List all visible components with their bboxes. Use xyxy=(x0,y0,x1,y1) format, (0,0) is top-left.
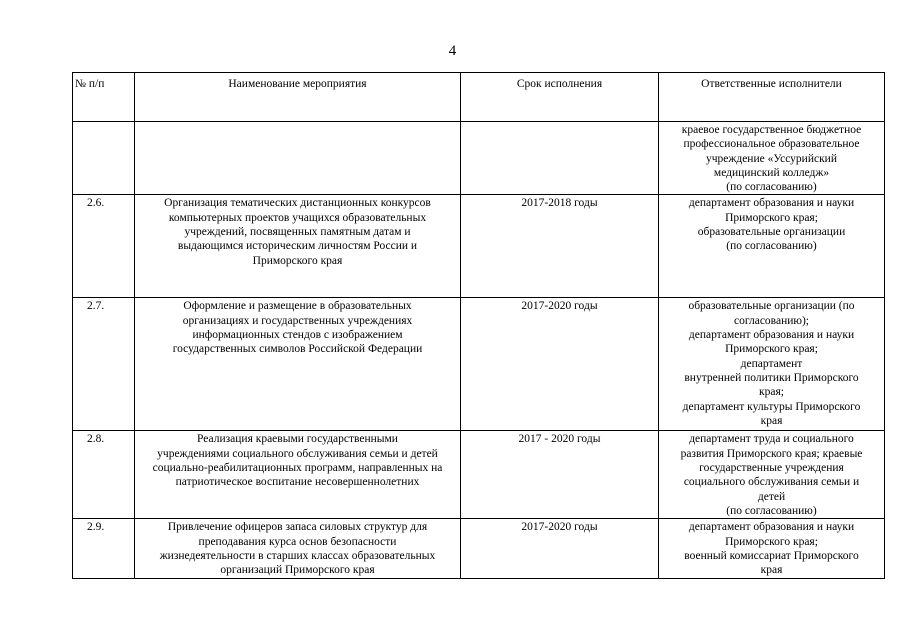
responsible-line: Приморского края; xyxy=(725,343,818,356)
activity-name-cell xyxy=(135,431,461,519)
responsible-line: учреждение «Уссурийский xyxy=(706,152,837,165)
responsible-line: департамент образования и науки xyxy=(688,197,855,210)
row-number: 2.8. xyxy=(73,431,135,519)
responsible-line: департамент xyxy=(740,357,803,370)
responsible-line: Приморского края; xyxy=(725,211,818,224)
activity-name-line: компьютерных проектов учащихся образовательных xyxy=(168,211,427,224)
table-row xyxy=(73,431,885,519)
responsible-line: согласованию); xyxy=(734,314,809,327)
responsible-line: (по согласованию) xyxy=(726,181,817,194)
activity-name-line: Оформление и размещение в образовательных xyxy=(183,300,412,313)
responsible-line: краевое государственное бюджетное xyxy=(681,124,862,136)
activity-name-line: выдающимся историческим личностям России и xyxy=(177,240,418,253)
activity-name-line: патриотическое воспитание несовершеннолетних xyxy=(175,476,420,489)
responsible-line: (по согласованию) xyxy=(726,240,817,253)
responsible-cell xyxy=(659,519,885,579)
activity-name-line: государственных символов Российской Федерации xyxy=(172,343,423,356)
activity-name-line: жизнедеятельности в старших классах образовательных xyxy=(159,550,436,563)
activity-name-cell xyxy=(135,195,461,298)
responsible-cell xyxy=(659,122,885,195)
activity-name-cell xyxy=(135,519,461,579)
row-number: 2.9. xyxy=(73,519,135,579)
table-row xyxy=(73,122,885,195)
activity-name-line: преподавания курса основ безопасности xyxy=(198,535,397,548)
activity-name-line: Реализация краевыми государственными xyxy=(197,433,398,446)
deadline-cell: 2017-2020 годы xyxy=(461,519,659,579)
responsible-line: образовательные организации xyxy=(697,226,846,239)
responsible-line: образовательные организации (по xyxy=(688,300,855,313)
responsible-line: департамент образования и науки xyxy=(688,521,855,534)
header-activity-name: Наименование мероприятия xyxy=(135,73,461,122)
table-row xyxy=(73,298,885,431)
responsible-line: департамент образования и науки xyxy=(688,329,855,342)
activity-name-cell xyxy=(135,298,461,431)
responsible-line: развития Приморского края; краевые xyxy=(680,447,863,460)
deadline-cell: 2017-2018 годы xyxy=(461,195,659,298)
responsible-line: профессиональное образовательное xyxy=(683,138,860,151)
responsible-line: департамент труда и социального xyxy=(689,433,854,446)
page-number: 4 xyxy=(448,43,457,59)
responsible-line: Приморского края; xyxy=(725,535,818,548)
deadline-cell xyxy=(461,122,659,195)
header-number: № п/п xyxy=(73,73,135,122)
responsible-line: департамент культуры Приморского xyxy=(682,400,861,413)
responsible-line: края xyxy=(760,564,783,577)
responsible-line: социального обслуживания семьи и xyxy=(683,476,860,489)
responsible-cell xyxy=(659,298,885,431)
activity-name-line: учреждений, посвященных памятным датам и xyxy=(184,226,411,239)
responsible-line: (по согласованию) xyxy=(726,504,817,517)
row-number: 2.7. xyxy=(73,298,135,431)
responsible-line: края xyxy=(760,414,783,427)
responsible-cell xyxy=(659,431,885,519)
activity-name-line: Приморского края xyxy=(252,254,343,267)
header-deadline: Срок исполнения xyxy=(461,73,659,122)
row-number: 2.6. xyxy=(73,195,135,298)
table-row xyxy=(73,195,885,298)
activity-name-line: информационных стендов с изображением xyxy=(192,329,403,342)
activity-name-line: организаций Приморского края xyxy=(220,564,375,577)
responsible-cell xyxy=(659,195,885,298)
activity-name-line: социально-реабилитационных программ, направленных на xyxy=(152,462,443,475)
table-row xyxy=(73,519,885,579)
row-number xyxy=(73,122,135,195)
responsible-line: государственные учреждения xyxy=(699,462,844,475)
activity-name-line: учреждениями социального обслуживания семьи и детей xyxy=(157,447,438,460)
responsible-line: медицинский колледж» xyxy=(713,166,830,179)
responsible-line: военный комиссариат Приморского xyxy=(684,550,859,563)
activity-name-cell xyxy=(135,122,461,195)
responsible-line: детей xyxy=(757,490,786,503)
header-responsible: Ответственные исполнители xyxy=(659,73,885,122)
responsible-line: края; xyxy=(759,386,784,399)
deadline-cell: 2017-2020 годы xyxy=(461,298,659,431)
activity-name-line: Привлечение офицеров запаса силовых структур для xyxy=(167,521,428,534)
activities-table xyxy=(72,72,885,579)
activity-name-line: Организация тематических дистанционных конкурсов xyxy=(164,197,431,210)
deadline-cell: 2017 - 2020 годы xyxy=(461,431,659,519)
table-header-row xyxy=(73,73,885,122)
activity-name-line: организациях и государственных учреждениях xyxy=(182,314,413,327)
responsible-line: внутренней политики Приморского xyxy=(684,371,859,384)
